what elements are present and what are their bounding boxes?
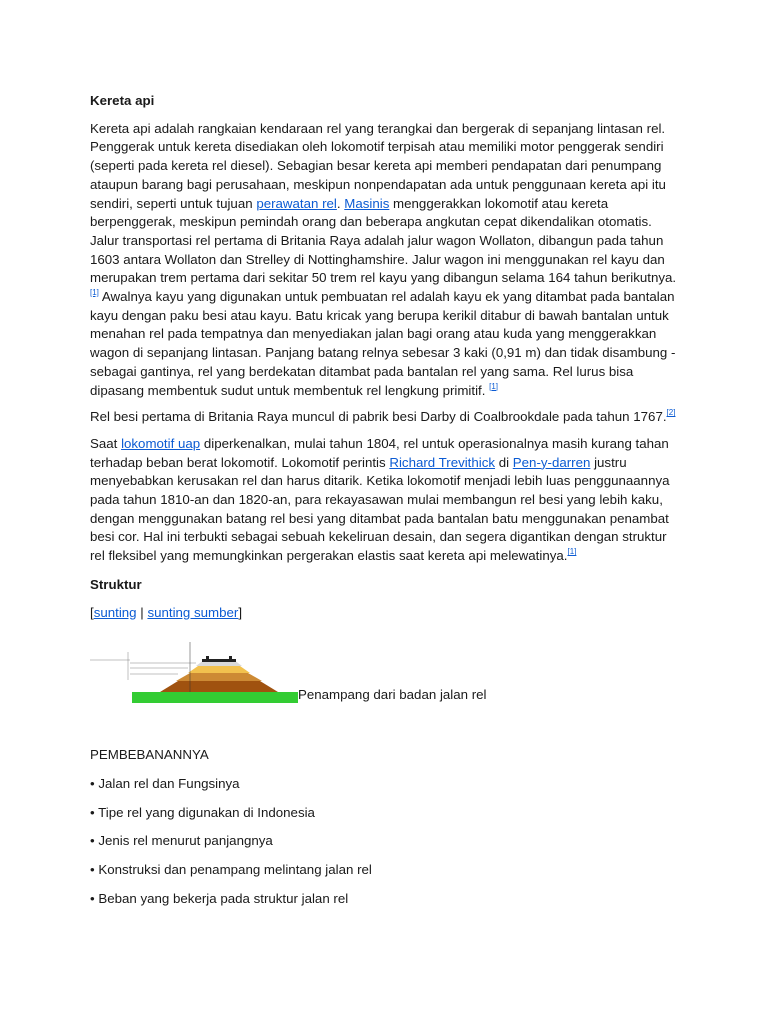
reference-superscript <box>667 408 676 417</box>
ground-layer <box>132 692 298 703</box>
paragraph-text: menggerakkan lokomotif atau kereta berpenggerak, meskipun pemindah orang dan beberapa angkutan cepat dikendalikan otomatis. <box>90 195 652 230</box>
paragraph-intro <box>90 120 682 401</box>
edit-links <box>90 604 682 623</box>
paragraph-rel-besi <box>90 408 682 427</box>
subgrade-layer <box>176 673 262 681</box>
paragraph-text: di <box>495 454 513 470</box>
sub-ballast-layer <box>188 666 250 673</box>
paragraph-text: . <box>336 195 345 211</box>
bracket-open: [ <box>90 604 94 620</box>
edit-link-sunting[interactable]: sunting <box>93 604 137 620</box>
list-item: • Jalan rel dan Fungsinya <box>90 775 240 791</box>
reference-superscript <box>90 288 99 297</box>
reference-link[interactable]: [1] <box>489 381 499 391</box>
paragraph-text: Saat <box>90 435 122 451</box>
reference-link[interactable]: [1] <box>567 547 577 557</box>
reference-link[interactable]: [1] <box>90 288 99 298</box>
rail-cross-section-diagram <box>90 630 298 706</box>
fill-layer <box>160 681 278 692</box>
rail-cross-section-figure <box>90 630 298 706</box>
link-richard-trevithick[interactable]: Richard Trevithick <box>389 454 496 470</box>
figure-row <box>90 630 682 706</box>
rail-left <box>206 656 209 659</box>
figure-caption: Penampang dari badan jalan rel <box>298 687 487 703</box>
list-item: • Beban yang bekerja pada struktur jalan rel <box>90 890 349 906</box>
rail-right <box>229 656 232 659</box>
list-heading: PEMBEBANANNYA <box>90 747 209 763</box>
reference-link[interactable]: [2] <box>666 408 676 418</box>
paragraph-text: justru menyebabkan kerusakan rel dan harus ditarik. Ketika lokomotif menjadi lebih luas penggunaannya pada tahun 1810-an dan 1820-an, para rekayasawan mulai membangun rel besi yang lebih kaku, dengan menggunakan batang rel besi yang ditambat pada bantalan batu menggunakan penambat besi cor. Hal ini terbukti sebagai sebuah kekeliruan desain, dan segera digantikan dengan struktur rel fleksibel yang memungkinkan pergerakan elastis saat kereta api melewatinya. <box>90 454 670 564</box>
section-title-kereta-api: Kereta api <box>90 93 155 108</box>
document-content <box>90 92 682 919</box>
reference-superscript <box>489 382 498 391</box>
paragraph-text: Kereta api adalah rangkaian kendaraan rel yang terangkai dan bergerak di sepanjang lintasan rel. Penggerak untuk kereta disediakan oleh lokomotif terpisah atau memiliki motor penggerak sendiri (seperti pada kereta rel diesel). Sebagian besar kereta api memberi pendapatan dari penumpang ataupun barang bagi perusahaan, meskipun nonpendapatan ada untuk penggunaan kereta api itu sendiri, seperti untuk tujuan <box>90 120 666 211</box>
paragraph-text: Jalur transportasi rel pertama di Britania Raya adalah jalur wagon Wollaton, dibangun pada tahun 1603 antara Wollaton dan Strelley di Nottinghamshire. Jalur wagon ini menggunakan rel kayu dan merupakan trem pertama dari sekitar 50 trem rel kayu yang dibangun selama 164 tahun berikutnya. <box>90 232 677 286</box>
link-pen-y-darren[interactable]: Pen-y-darren <box>512 454 591 470</box>
paragraph-text: diperkenalkan, mulai tahun 1804, rel untuk operasionalnya masih kurang tahan terhadap beban berat lokomotif. Lokomotif perintis <box>90 435 669 470</box>
list-item: • Konstruksi dan penampang melintang jalan rel <box>90 862 372 878</box>
section-title-struktur: Struktur <box>90 576 142 592</box>
bracket-close: ] <box>238 604 243 620</box>
edit-link-sunting-sumber[interactable]: sunting sumber <box>147 604 239 620</box>
edit-separator: | <box>136 604 148 620</box>
list-item: • Tipe rel yang digunakan di Indonesia <box>90 804 315 820</box>
sleeper <box>202 659 236 662</box>
reference-superscript <box>567 547 576 556</box>
paragraph-text: Rel besi pertama di Britania Raya muncul di pabrik besi Darby di Coalbrookdale pada tahun 1767. <box>90 409 667 425</box>
link-perawatan-rel[interactable]: perawatan rel <box>256 195 337 211</box>
paragraph-lokomotif <box>90 435 682 566</box>
paragraph-text: Awalnya kayu yang digunakan untuk pembuatan rel adalah kayu ek yang ditambat pada bantalan kayu dengan paku besi atau kayu. Batu kricak yang berupa kerikil ditabur di bawah bantalan untuk menahan rel pada tempatnya dan menyediakan jalan bagi orang atau kuda yang menggerakkan wagon di sepanjang lintasan. Panjang batang relnya sebesar 3 kaki (0,91 m) dan tidak disambung - sebagai gantinya, rel yang berdekatan ditambat pada bantalan rel yang sama. Rel lurus bisa dipasang membentuk sudut untuk membentuk rel lengkung primitif. <box>90 289 676 398</box>
list-item: • Jenis rel menurut panjangnya <box>90 833 273 849</box>
link-masinis[interactable]: Masinis <box>344 195 390 211</box>
link-lokomotif-uap[interactable]: lokomotif uap <box>121 435 201 451</box>
